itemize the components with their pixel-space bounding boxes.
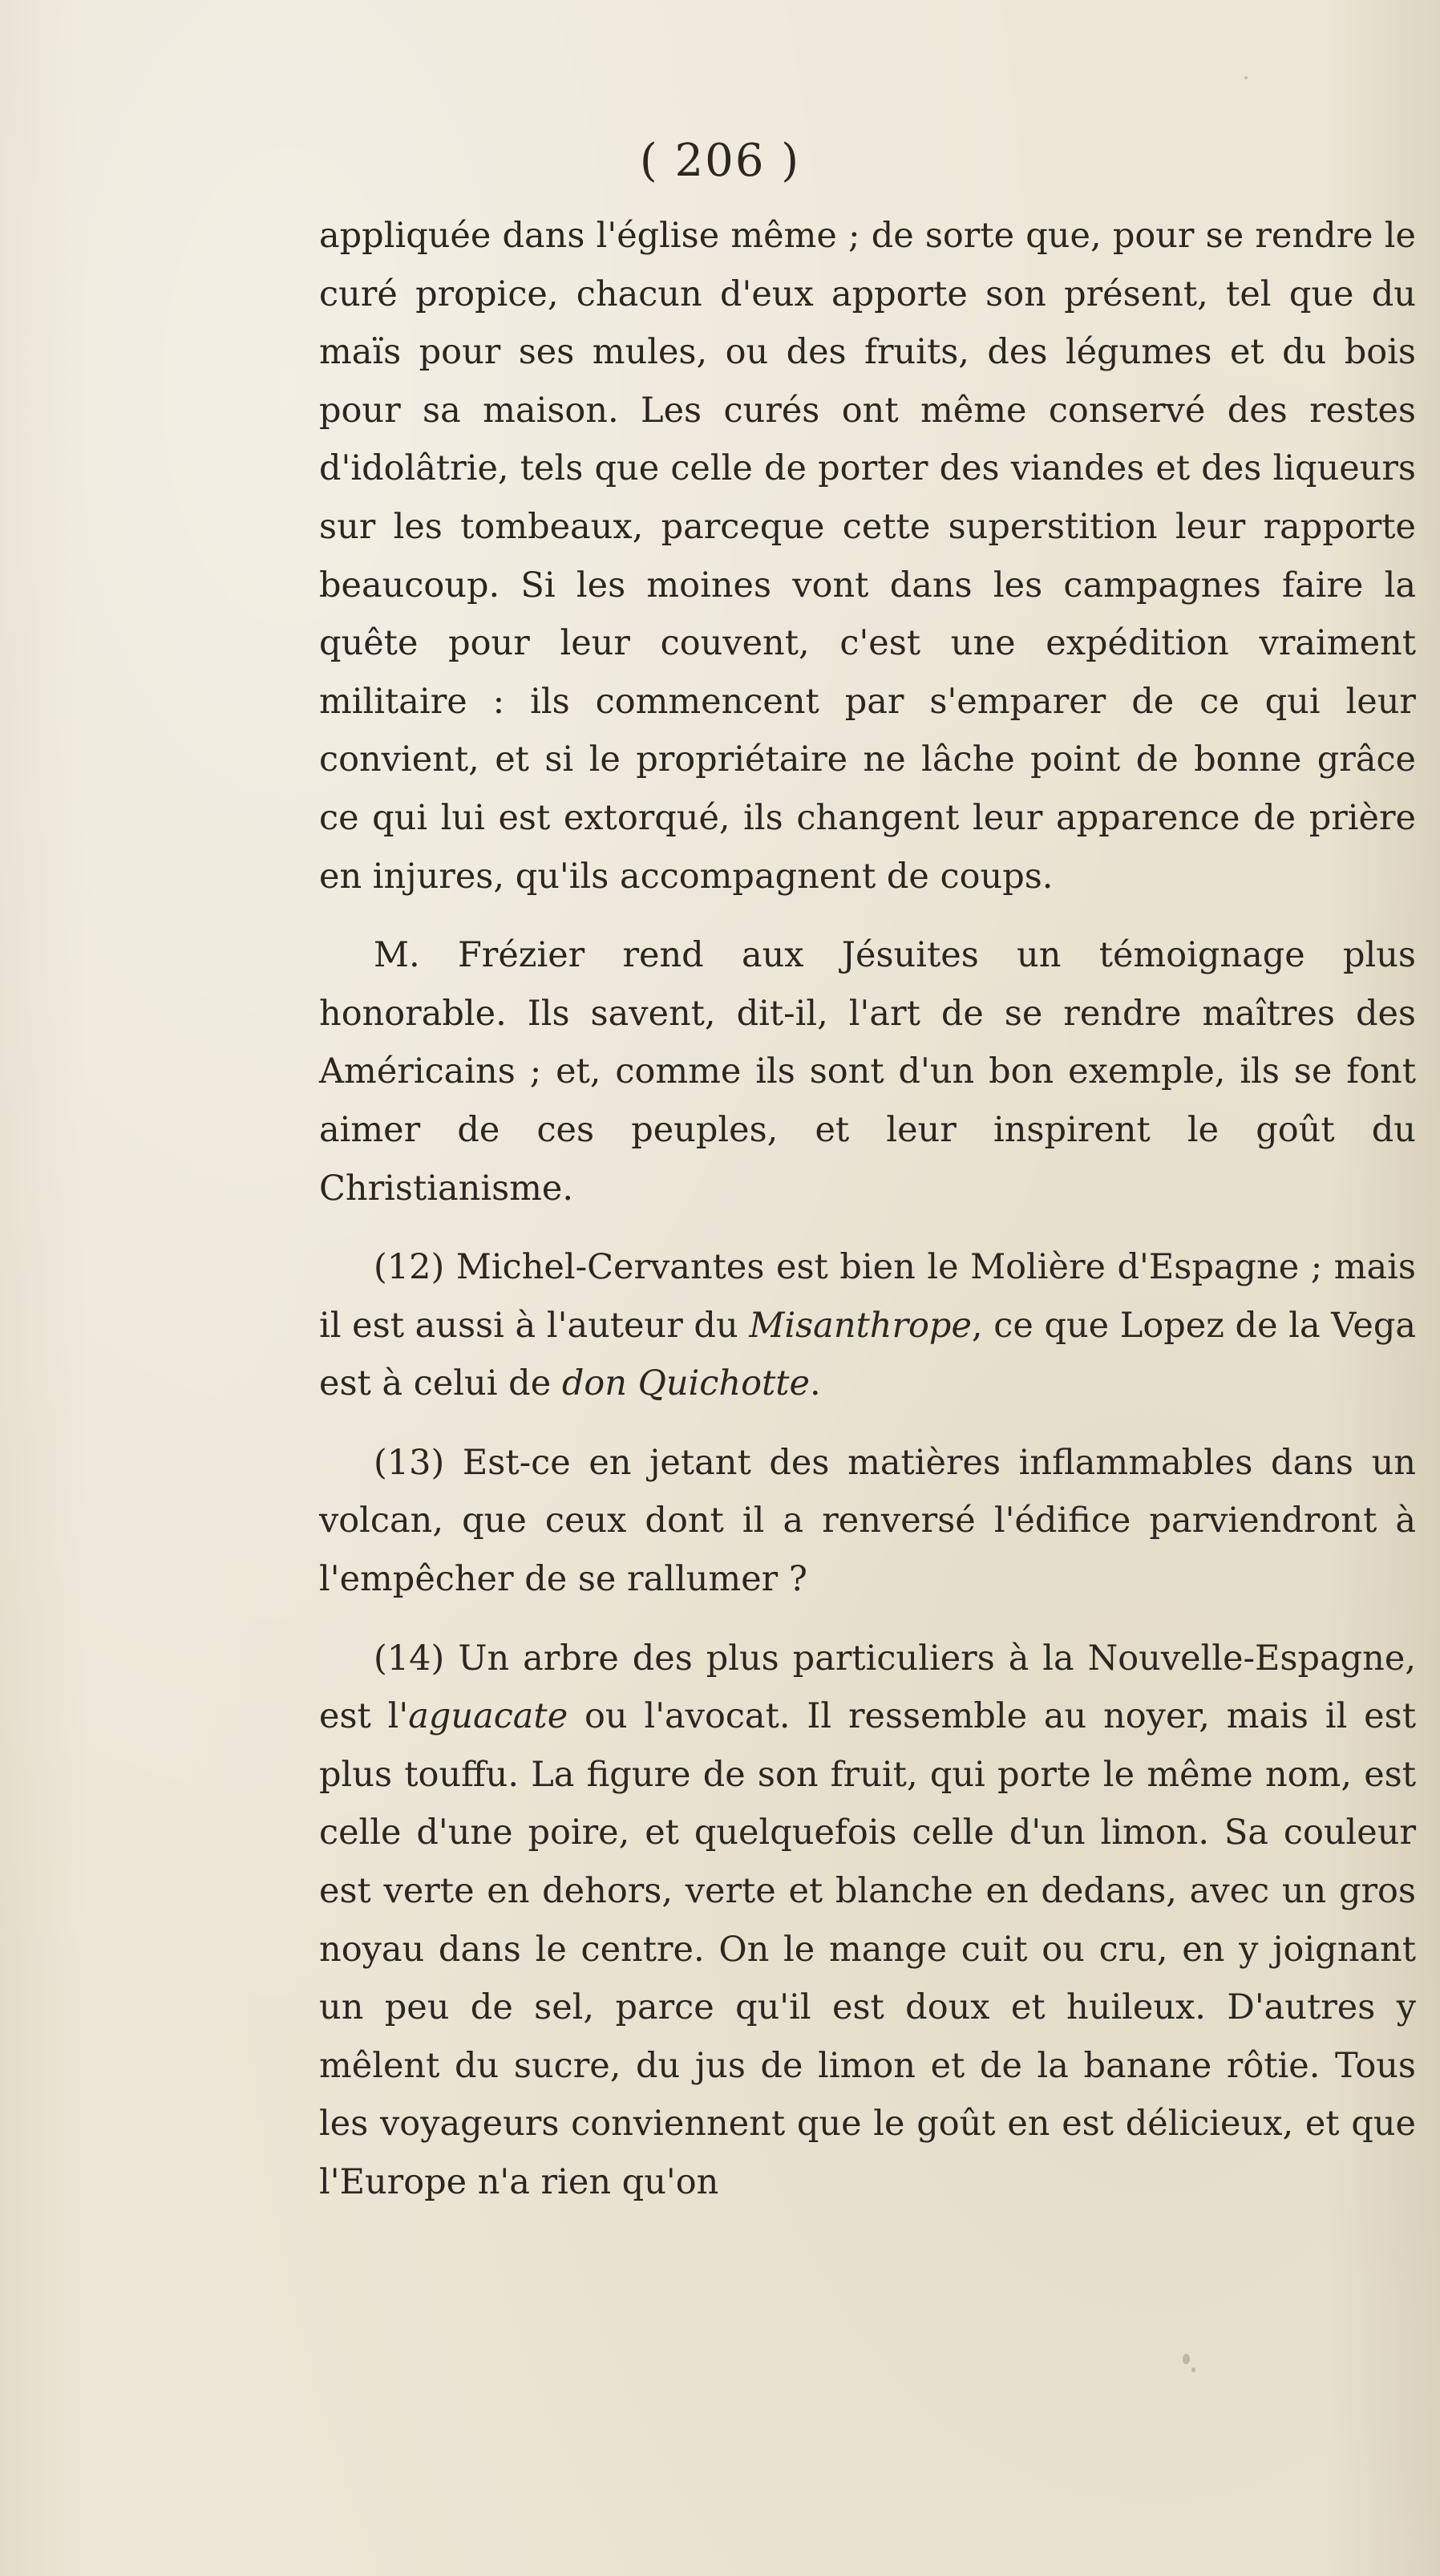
text-body — [319, 207, 1416, 2212]
paragraph-4-note-13 — [319, 1434, 1416, 1609]
page-number: ( 206 ) — [639, 135, 801, 187]
paper-speck — [1183, 2354, 1190, 2364]
paragraph-3-text-a: (12) Michel-Cervantes est bien le Molière d'Espagne ; mais il est aussi à l'auteur du — [319, 1247, 1416, 1346]
paragraph-3-note-12 — [319, 1238, 1416, 1413]
paragraph-5-note-14 — [319, 1630, 1416, 2212]
paper-speck — [1191, 2367, 1195, 2372]
paragraph-2 — [319, 926, 1416, 1217]
paragraph-3-text-b: , ce que Lopez de la Vega est à celui de — [319, 1305, 1416, 1404]
paragraph-5-text-b: ou l'avocat. Il ressemble au noyer, mais il est plus touffu. La figure de son fruit, qui porte le même nom, est celle d'une poire, et quelquefois celle d'un limon. Sa couleur est verte en dehors, verte et blanche en dedans, avec un gros noyau dans le centre. On le mange cuit ou cru, en y joignant un peu de sel, parce qu'il est doux et huileux. D'autres y mêlent du sucre, du jus de limon et de la banane rôtie. Tous les voyageurs conviennent que le goût en est délicieux, et que l'Europe n'a rien qu'on — [319, 1696, 1416, 2202]
title-misanthrope: Misanthrope — [749, 1305, 972, 1346]
paper-speck — [1244, 76, 1248, 79]
paragraph-2-text: M. Frézier rend aux Jésuites un témoignage plus honorable. Ils savent, dit-il, l'art de se rendre maîtres des Américains ; et, comme ils sont d'un bon exemple, ils se font aimer de ces peuples, et leur inspirent le goût du Christianisme. — [319, 935, 1416, 1209]
paragraph-3-text-c: . — [809, 1363, 821, 1404]
paragraph-4-text: (13) Est-ce en jetant des matières inflammables dans un volcan, que ceux dont il a renversé l'édifice parviendront à l'empêcher de se rallumer ? — [319, 1442, 1416, 1600]
paragraph-1-text: appliquée dans l'église même ; de sorte que, pour se rendre le curé propice, chacun d'eux apporte son présent, tel que du maïs pour ses mules, ou des fruits, des légumes et du bois pour sa maison. Les curés ont même conservé des restes d'idolâtrie, tels que celle de porter des viandes et des liqueurs sur les tombeaux, parceque cette superstition leur rapporte beaucoup. Si les moines vont dans les campagnes faire la quête pour leur couvent, c'est une expédition vraiment militaire : ils commencent par s'emparer de ce qui leur convient, et si le propriétaire ne lâche point de bonne grâce ce qui lui est extorqué, ils changent leur apparence de prière en injures, qu'ils accompagnent de coups. — [319, 216, 1416, 897]
term-aguacate: aguacate — [408, 1696, 568, 1737]
title-don-quichotte: don Quichotte — [561, 1363, 810, 1404]
paragraph-1 — [319, 207, 1416, 905]
paragraph-5-text-a: (14) Un arbre des plus particuliers à la Nouvelle-Espagne, est l' — [319, 1638, 1416, 1737]
